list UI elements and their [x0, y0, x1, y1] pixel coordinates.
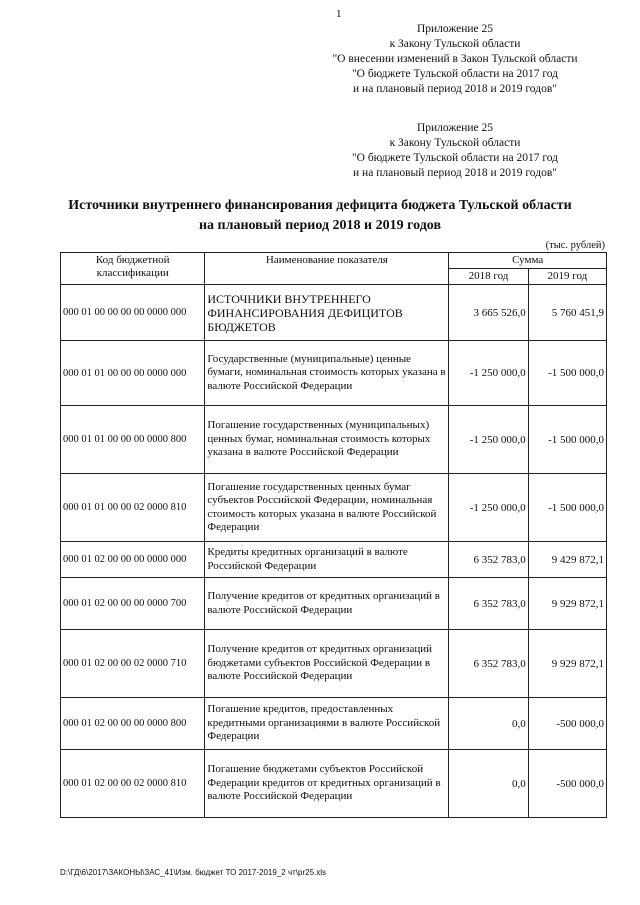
table-row — [61, 698, 607, 750]
table-row — [61, 474, 607, 542]
row-name: Погашение государственных ценных бумаг субъектов Российской Федерации, номинальная стоимость которых указана в валюте Российской Федерации — [205, 474, 449, 542]
row-value-2018: -1 250 000,0 — [449, 341, 528, 406]
row-value-2018: 6 352 783,0 — [449, 542, 528, 578]
file-path-footer: D:\ГД\6\2017\ЗАКОНЫ\ЗАС_41\Изм. бюджет ТО 2017-2019_2 чт\pr25.xls — [60, 868, 327, 877]
row-value-2018: -1 250 000,0 — [449, 474, 528, 542]
table-row — [61, 542, 607, 578]
units-label: (тыс. рублей) — [545, 240, 605, 251]
budget-sources-table — [60, 252, 607, 818]
row-name: Кредиты кредитных организаций в валюте Российской Федерации — [205, 542, 449, 578]
row-value-2019: -1 500 000,0 — [528, 474, 606, 542]
row-code: 000 01 02 00 00 00 0000 000 — [61, 542, 205, 578]
row-value-2018: -1 250 000,0 — [449, 406, 528, 474]
row-code: 000 01 01 00 00 00 0000 000 — [61, 341, 205, 406]
row-code: 000 01 00 00 00 00 0000 000 — [61, 285, 205, 341]
header-name: Наименование показателя — [205, 253, 449, 285]
appendix-header-current — [300, 22, 610, 97]
table-row — [61, 750, 607, 818]
row-name: Погашение кредитов, предоставленных кредитными организациями в валюте Российской Федерации — [205, 698, 449, 750]
row-value-2018: 6 352 783,0 — [449, 630, 528, 698]
title-line: Источники внутреннего финансирования дефицита бюджета Тульской области — [68, 198, 572, 213]
table-row — [61, 341, 607, 406]
appendix-line: "О бюджете Тульской области на 2017 год — [351, 152, 559, 164]
row-value-2018: 6 352 783,0 — [449, 578, 528, 630]
appendix-line: "О внесении изменений в Закон Тульской области — [332, 53, 578, 65]
row-value-2018: 0,0 — [449, 750, 528, 818]
appendix-line: и на плановый период 2018 и 2019 годов" — [353, 167, 557, 179]
document-title — [40, 196, 600, 236]
row-value-2018: 0,0 — [449, 698, 528, 750]
row-value-2018: 3 665 526,0 — [449, 285, 528, 341]
row-value-2019: 5 760 451,9 — [528, 285, 606, 341]
row-name: Погашение бюджетами субъектов Российской Федерации кредитов от кредитных организаций в валюте Российской Федерации — [205, 750, 449, 818]
table-row — [61, 406, 607, 474]
page-number: 1 — [336, 8, 342, 20]
row-value-2019: -500 000,0 — [528, 750, 606, 818]
row-code: 000 01 01 00 00 00 0000 800 — [61, 406, 205, 474]
appendix-line: к Закону Тульской области — [389, 38, 521, 50]
table-row — [61, 578, 607, 630]
table-header-row — [61, 253, 607, 269]
row-name: Государственные (муниципальные) ценные бумаги, номинальная стоимость которых указана в валюте Российской Федерации — [205, 341, 449, 406]
header-code: Код бюджетной классификации — [61, 253, 205, 285]
row-code: 000 01 02 00 00 00 0000 700 — [61, 578, 205, 630]
row-value-2019: 9 929 872,1 — [528, 630, 606, 698]
row-code: 000 01 02 00 00 02 0000 810 — [61, 750, 205, 818]
title-line: на плановый период 2018 и 2019 годов — [198, 218, 442, 233]
header-year-2019: 2019 год — [528, 269, 606, 285]
row-code: 000 01 02 00 00 00 0000 800 — [61, 698, 205, 750]
appendix-line: Приложение 25 — [416, 23, 494, 35]
appendix-line: к Закону Тульской области — [389, 137, 521, 149]
appendix-line: "О бюджете Тульской области на 2017 год — [351, 68, 559, 80]
row-value-2019: 9 929 872,1 — [528, 578, 606, 630]
row-value-2019: -1 500 000,0 — [528, 341, 606, 406]
table-row — [61, 285, 607, 341]
appendix-header-original — [300, 121, 610, 181]
appendix-line: Приложение 25 — [416, 122, 494, 134]
row-code: 000 01 02 00 00 02 0000 710 — [61, 630, 205, 698]
row-code: 000 01 01 00 00 02 0000 810 — [61, 474, 205, 542]
appendix-line: и на плановый период 2018 и 2019 годов" — [353, 83, 557, 95]
row-value-2019: -500 000,0 — [528, 698, 606, 750]
header-sum: Сумма — [449, 253, 607, 269]
row-name: Получение кредитов от кредитных организаций бюджетами субъектов Российской Федерации в валюте Российской Федерации — [205, 630, 449, 698]
row-name: Получение кредитов от кредитных организаций в валюте Российской Федерации — [205, 578, 449, 630]
row-value-2019: 9 429 872,1 — [528, 542, 606, 578]
header-year-2018: 2018 год — [449, 269, 528, 285]
row-name: ИСТОЧНИКИ ВНУТРЕННЕГО ФИНАНСИРОВАНИЯ ДЕФИЦИТОВ БЮДЖЕТОВ — [205, 285, 449, 341]
row-name: Погашение государственных (муниципальных) ценных бумаг, номинальная стоимость которых указана в валюте Российской Федерации — [205, 406, 449, 474]
row-value-2019: -1 500 000,0 — [528, 406, 606, 474]
table-row — [61, 630, 607, 698]
